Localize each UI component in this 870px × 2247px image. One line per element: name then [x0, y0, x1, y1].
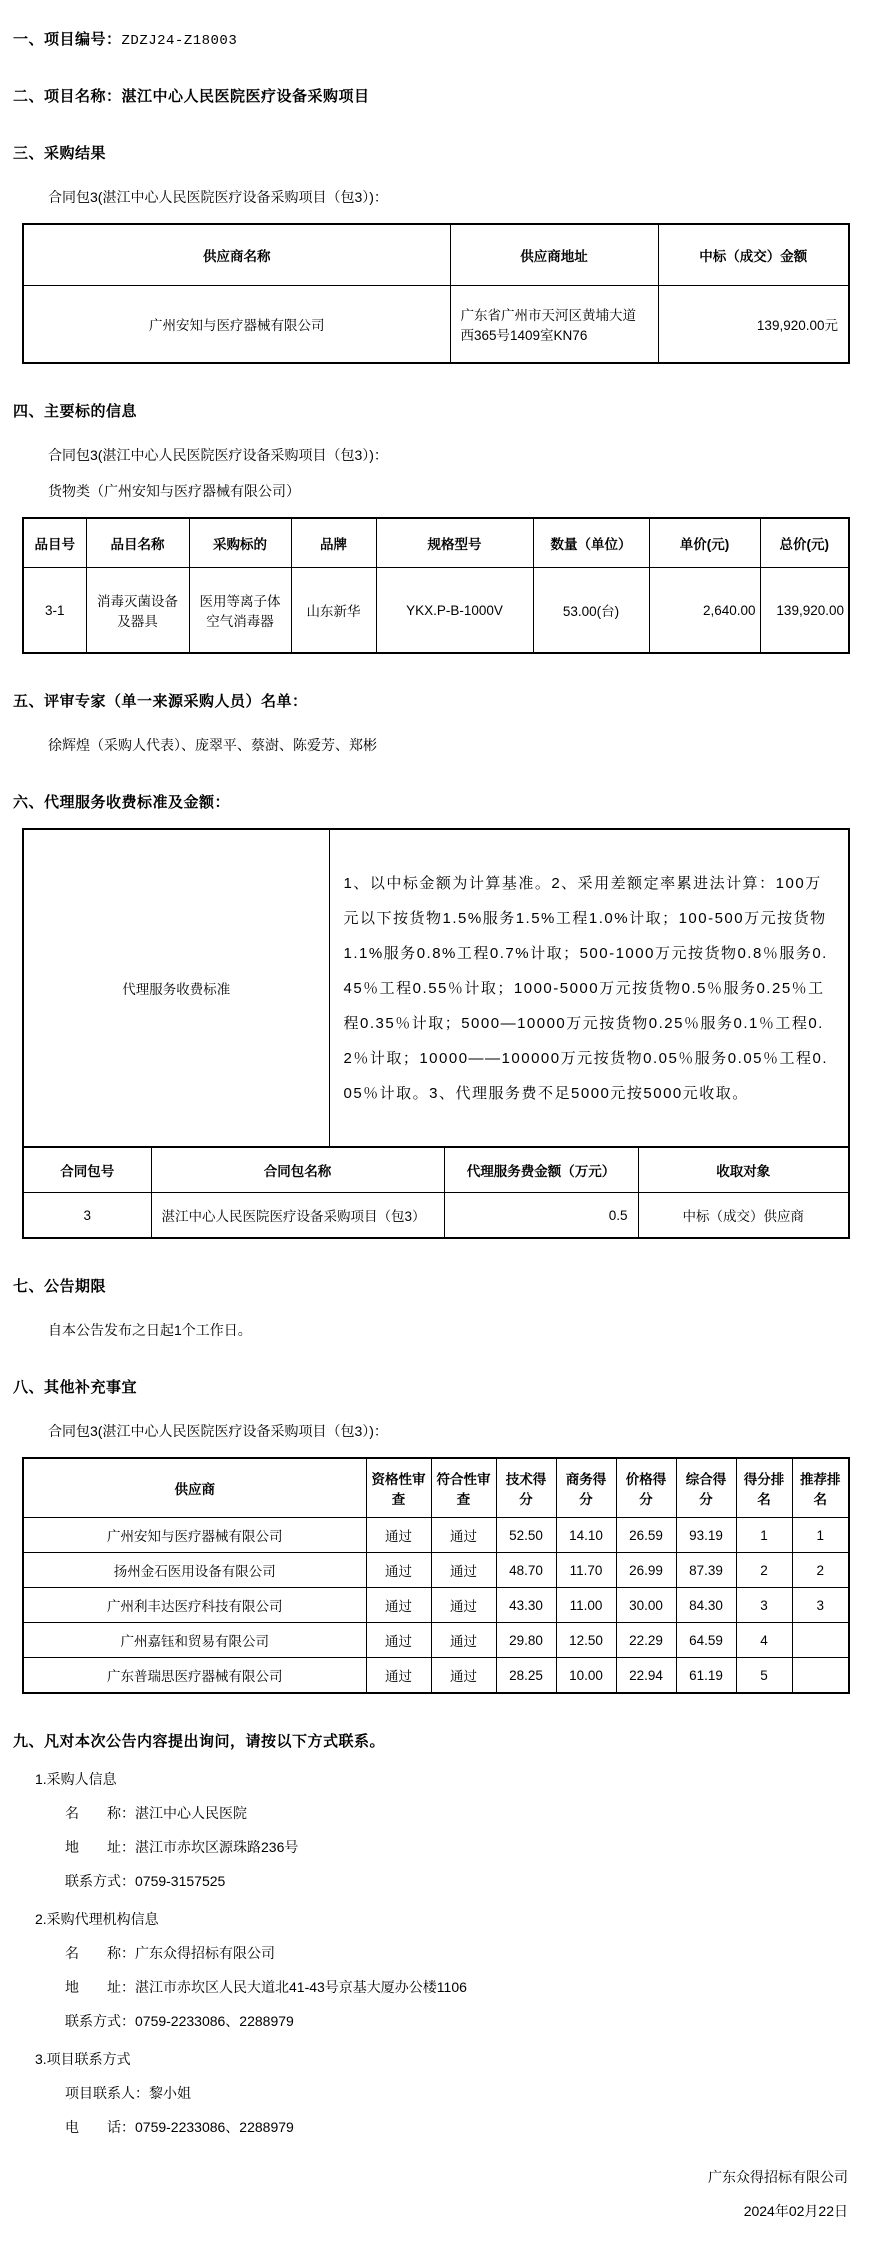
table-cell: 22.29 — [616, 1623, 676, 1658]
table-cell: 48.70 — [496, 1553, 556, 1588]
table-cell: 93.19 — [676, 1518, 736, 1553]
table-cell: 医用等离子体空气消毒器 — [189, 568, 291, 654]
table-cell: 扬州金石医用设备有限公司 — [23, 1553, 366, 1588]
agency-name: 名 称：广东众得招标有限公司 — [65, 1945, 275, 1961]
table-cell: 26.99 — [616, 1553, 676, 1588]
col-model: 规格型号 — [376, 518, 533, 568]
table-cell: 14.10 — [556, 1518, 616, 1553]
col-total-price: 总价(元) — [760, 518, 849, 568]
table-cell: 通过 — [366, 1518, 431, 1553]
table-cell: 64.59 — [676, 1623, 736, 1658]
table-cell: 11.00 — [556, 1588, 616, 1623]
table-cell: 28.25 — [496, 1658, 556, 1694]
procurement-result-table — [22, 223, 850, 364]
agency-fee-standard-table — [22, 828, 850, 1148]
col-fee-amount: 代理服务费金额（万元） — [444, 1147, 638, 1193]
table-cell: 广州利丰达医疗科技有限公司 — [23, 1588, 366, 1623]
table-cell: 通过 — [431, 1623, 496, 1658]
table-cell: 山东新华 — [291, 568, 376, 654]
col-supplier-name: 供应商名称 — [23, 224, 450, 286]
table-cell: 通过 — [431, 1658, 496, 1694]
col-recommend-rank: 推荐排名 — [792, 1458, 849, 1518]
table-row — [23, 286, 849, 364]
section-7-heading: 七、公告期限 — [13, 1278, 107, 1295]
table-row — [23, 1518, 849, 1553]
col-item-name: 品目名称 — [86, 518, 189, 568]
table-row — [23, 1623, 849, 1658]
project-number-label: 一、项目编号： — [13, 31, 122, 48]
table-cell: 2 — [736, 1553, 792, 1588]
agency-fee-amount-table — [22, 1146, 850, 1239]
section-8-intro: 合同包3(湛江中心人民医院医疗设备采购项目（包3）)： — [48, 1423, 388, 1439]
purchaser-address: 地 址：湛江市赤坎区源珠路236号 — [65, 1839, 299, 1855]
table-cell: 52.50 — [496, 1518, 556, 1553]
col-business-score: 商务得分 — [556, 1458, 616, 1518]
expert-names: 徐辉煌（采购人代表）、庞翠平、蔡澍、陈爱芳、郑彬 — [48, 737, 377, 753]
col-subject: 采购标的 — [189, 518, 291, 568]
col-supplier: 供应商 — [23, 1458, 366, 1518]
table-cell: 61.19 — [676, 1658, 736, 1694]
table-cell: 53.00(台) — [533, 568, 649, 654]
table-cell: 通过 — [366, 1658, 431, 1694]
project-name-value: 湛江中心人民医院医疗设备采购项目 — [121, 88, 370, 105]
table-cell — [792, 1623, 849, 1658]
agency-contact: 联系方式：0759-2233086、2288979 — [65, 2013, 294, 2029]
table-cell: YKX.P-B-1000V — [376, 568, 533, 654]
table-cell: 26.59 — [616, 1518, 676, 1553]
col-quantity: 数量（单位） — [533, 518, 649, 568]
section-5-heading: 五、评审专家（单一来源采购人员）名单： — [13, 693, 308, 710]
col-score-rank: 得分排名 — [736, 1458, 792, 1518]
project-contact-person: 项目联系人：黎小姐 — [65, 2085, 191, 2101]
signature-date: 2024年02月22日 — [743, 2203, 848, 2219]
table-row — [23, 829, 849, 1147]
section-9-heading: 九、凡对本次公告内容提出询问，请按以下方式联系。 — [13, 1733, 386, 1750]
project-contact-phone: 电 话：0759-2233086、2288979 — [65, 2119, 294, 2135]
table-cell: 1 — [792, 1518, 849, 1553]
col-price-score: 价格得分 — [616, 1458, 676, 1518]
project-number-value: ZDZJ24-Z18003 — [121, 33, 238, 49]
table-cell: 消毒灭菌设备及器具 — [86, 568, 189, 654]
section-4-heading: 四、主要标的信息 — [13, 403, 138, 420]
signature-block — [13, 2167, 848, 2221]
table-cell: 通过 — [366, 1588, 431, 1623]
col-unit-price: 单价(元) — [649, 518, 760, 568]
section-4-intro: 合同包3(湛江中心人民医院医疗设备采购项目（包3）)： — [48, 447, 388, 463]
table-cell: 3 — [736, 1588, 792, 1623]
table-cell: 43.30 — [496, 1588, 556, 1623]
fee-standard-text: 1、以中标金额为计算基准。2、采用差额定率累进法计算：100万元以下按货物1.5%服务1.5%工程1.0%计取；100-500万元按货物1.1%服务0.8%工程0.7%计取；500-1000万元按货物0.8％服务0.45％工程0.55％计取；1000-5000万元按货物0.5％服务0.25％工程0.35％计取；5000—10000万元按货物0.25％服务0.1％工程0.2％计取；10000——100000万元按货物0.05％服务0.05％工程0.05％计取。3、代理服务费不足5000元按5000元收取。 — [329, 829, 849, 1147]
signature-company: 广东众得招标有限公司 — [708, 2169, 848, 2185]
col-brand: 品牌 — [291, 518, 376, 568]
table-cell: 11.70 — [556, 1553, 616, 1588]
table-cell: 广州安知与医疗器械有限公司 — [23, 1518, 366, 1553]
section-2-heading — [13, 85, 848, 106]
col-supplier-address: 供应商地址 — [450, 224, 658, 286]
col-package-name: 合同包名称 — [151, 1147, 444, 1193]
agency-address: 地 址：湛江市赤坎区人民大道北41-43号京基大厦办公楼1106 — [65, 1979, 467, 1995]
table-cell: 2,640.00 — [649, 568, 760, 654]
table-row — [23, 1553, 849, 1588]
table-cell: 139,920.00元 — [658, 286, 849, 364]
table-cell: 湛江中心人民医院医疗设备采购项目（包3） — [151, 1193, 444, 1239]
col-qualification-review: 资格性审查 — [366, 1458, 431, 1518]
table-header-row — [23, 1458, 849, 1518]
table-cell: 广东省广州市天河区黄埔大道西365号1409室KN76 — [450, 286, 658, 364]
table-cell: 广东普瑞思医疗器械有限公司 — [23, 1658, 366, 1694]
table-cell: 中标（成交）供应商 — [638, 1193, 849, 1239]
table-cell: 3-1 — [23, 568, 86, 654]
table-cell: 139,920.00 — [760, 568, 849, 654]
purchaser-info-title: 1.采购人信息 — [35, 1771, 117, 1787]
table-row — [23, 1588, 849, 1623]
section-8-heading: 八、其他补充事宜 — [13, 1379, 138, 1396]
announcement-period-text: 自本公告发布之日起1个工作日。 — [48, 1322, 252, 1338]
table-header-row — [23, 518, 849, 568]
table-cell: 29.80 — [496, 1623, 556, 1658]
table-cell: 通过 — [431, 1553, 496, 1588]
table-cell: 3 — [792, 1588, 849, 1623]
table-cell: 1 — [736, 1518, 792, 1553]
table-cell — [792, 1658, 849, 1694]
table-cell: 广州嘉钰和贸易有限公司 — [23, 1623, 366, 1658]
table-header-row — [23, 224, 849, 286]
table-header-row — [23, 1147, 849, 1193]
table-cell: 2 — [792, 1553, 849, 1588]
section-4-subintro: 货物类（广州安知与医疗器械有限公司） — [48, 483, 300, 499]
col-package-no: 合同包号 — [23, 1147, 151, 1193]
project-name-label: 二、项目名称： — [13, 88, 122, 105]
section-6-heading: 六、代理服务收费标准及金额： — [13, 794, 231, 811]
table-cell: 30.00 — [616, 1588, 676, 1623]
table-row — [23, 568, 849, 654]
agency-info-title: 2.采购代理机构信息 — [35, 1911, 159, 1927]
purchaser-contact: 联系方式：0759-3157525 — [65, 1873, 226, 1889]
col-fee-payer: 收取对象 — [638, 1147, 849, 1193]
project-contact-title: 3.项目联系方式 — [35, 2051, 131, 2067]
table-cell: 0.5 — [444, 1193, 638, 1239]
supplier-score-table — [22, 1457, 850, 1694]
table-row — [23, 1193, 849, 1239]
table-cell: 3 — [23, 1193, 151, 1239]
table-cell: 87.39 — [676, 1553, 736, 1588]
table-cell: 5 — [736, 1658, 792, 1694]
table-cell: 通过 — [366, 1553, 431, 1588]
col-item-no: 品目号 — [23, 518, 86, 568]
col-total-score: 综合得分 — [676, 1458, 736, 1518]
section-3-heading: 三、采购结果 — [13, 145, 107, 162]
table-cell: 广州安知与医疗器械有限公司 — [23, 286, 450, 364]
purchaser-name: 名 称：湛江中心人民医院 — [65, 1805, 247, 1821]
table-cell: 通过 — [431, 1518, 496, 1553]
table-cell: 4 — [736, 1623, 792, 1658]
table-cell: 通过 — [366, 1623, 431, 1658]
col-technical-score: 技术得分 — [496, 1458, 556, 1518]
section-3-intro: 合同包3(湛江中心人民医院医疗设备采购项目（包3）)： — [48, 189, 388, 205]
table-row — [23, 1658, 849, 1694]
main-items-table — [22, 517, 850, 654]
table-cell: 12.50 — [556, 1623, 616, 1658]
col-conformity-review: 符合性审查 — [431, 1458, 496, 1518]
table-cell: 84.30 — [676, 1588, 736, 1623]
col-award-amount: 中标（成交）金额 — [658, 224, 849, 286]
table-cell: 22.94 — [616, 1658, 676, 1694]
fee-standard-label: 代理服务收费标准 — [23, 829, 329, 1147]
table-cell: 10.00 — [556, 1658, 616, 1694]
table-cell: 通过 — [431, 1588, 496, 1623]
section-1-heading — [13, 28, 848, 49]
